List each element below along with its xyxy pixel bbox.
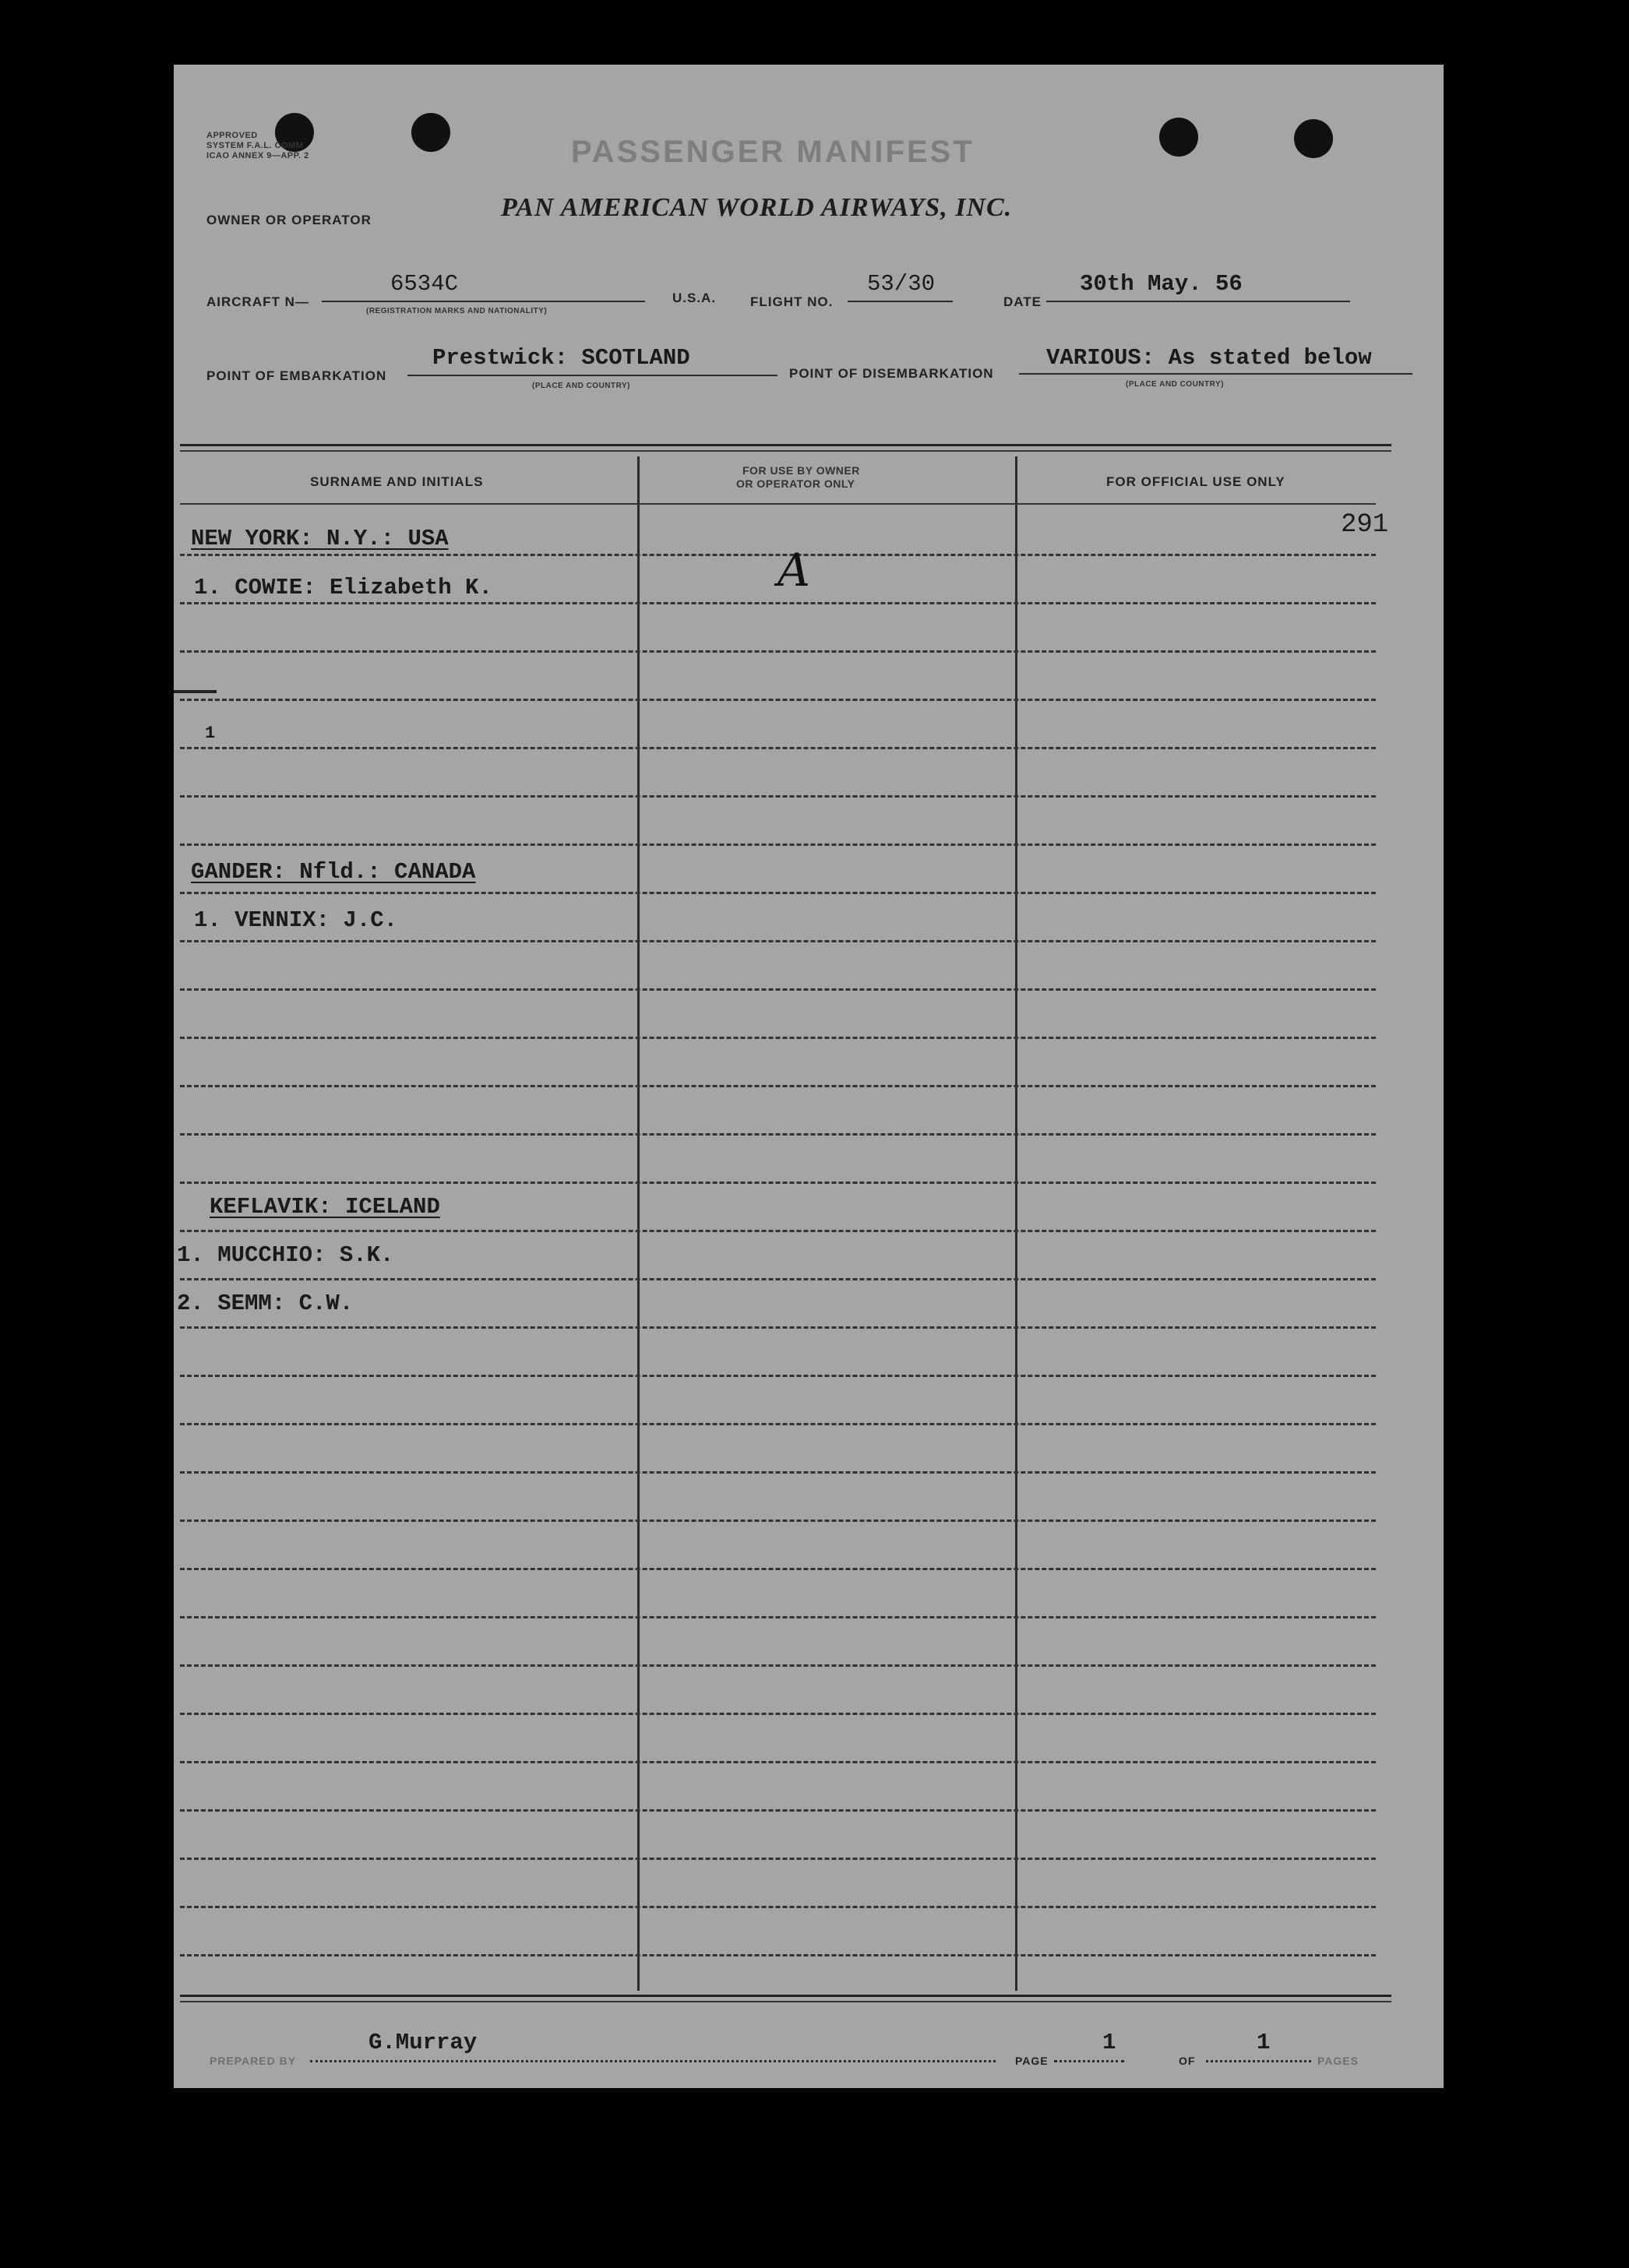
- owner-label: OWNER OR OPERATOR: [206, 213, 372, 227]
- row-line: [180, 1182, 1376, 1184]
- of-label: OF: [1179, 2055, 1196, 2067]
- flight-underline: [848, 301, 953, 302]
- destination-heading: GANDER: Nfld.: CANADA: [191, 859, 476, 885]
- approval-line: SYSTEM F.A.L. COMM: [206, 141, 304, 150]
- embark-label: POINT OF EMBARKATION: [206, 368, 387, 383]
- of-value: 1: [1257, 2030, 1271, 2055]
- row-line: [180, 602, 1376, 604]
- row-line: [180, 650, 1376, 653]
- page-value: 1: [1102, 2030, 1116, 2055]
- aircraft-label: AIRCRAFT N—: [206, 294, 309, 309]
- stamp-number: 291: [1341, 510, 1389, 540]
- disembark-value: VARIOUS: As stated below: [1046, 345, 1372, 371]
- row-line: [180, 1713, 1376, 1715]
- aircraft-underline: [322, 301, 645, 302]
- stray-dash: [174, 690, 217, 693]
- row-line: [180, 1278, 1376, 1280]
- flight-label: FLIGHT NO.: [750, 294, 834, 309]
- approval-line: ICAO ANNEX 9—APP. 2: [206, 151, 309, 160]
- destination-heading: NEW YORK: N.Y.: USA: [191, 526, 449, 551]
- disembark-caption: (PLACE AND COUNTRY): [1126, 380, 1224, 389]
- row-line: [180, 940, 1376, 942]
- manifest-paper: [174, 65, 1444, 2088]
- row-line: [180, 988, 1376, 991]
- approval-line: APPROVED: [206, 131, 258, 140]
- punch-hole: [1159, 118, 1198, 157]
- date-underline: [1046, 301, 1350, 302]
- destination-heading: KEFLAVIK: ICELAND: [210, 1194, 440, 1220]
- date-value: 30th May. 56: [1080, 271, 1243, 297]
- disembark-label: POINT OF DISEMBARKATION: [789, 366, 994, 381]
- row-line: [180, 1471, 1376, 1474]
- column-header-owner-use: FOR USE BY OWNER: [742, 464, 860, 477]
- row-line: [180, 892, 1376, 894]
- row-line: [180, 1326, 1376, 1329]
- header-underline: [180, 503, 1376, 505]
- row-line: [180, 1085, 1376, 1087]
- of-underline: [1206, 2060, 1311, 2062]
- row-line: [180, 747, 1376, 749]
- passenger-entry: 1. COWIE: Elizabeth K.: [194, 575, 492, 600]
- passenger-entry: 2. SEMM: C.W.: [177, 1291, 354, 1316]
- embark-value: Prestwick: SCOTLAND: [432, 345, 690, 371]
- row-line: [180, 1954, 1376, 1956]
- stray-mark: 1: [205, 724, 216, 743]
- prepared-underline: [310, 2060, 996, 2062]
- disembark-underline: [1019, 373, 1412, 375]
- row-line: [180, 1230, 1376, 1232]
- pages-label: PAGES: [1317, 2055, 1359, 2067]
- table-top-rule: [180, 450, 1391, 452]
- flight-value: 53/30: [867, 271, 936, 297]
- row-line: [180, 1809, 1376, 1812]
- registration-caption: (REGISTRATION MARKS AND NATIONALITY): [366, 307, 548, 315]
- row-line: [180, 1568, 1376, 1570]
- embark-caption: (PLACE AND COUNTRY): [532, 382, 630, 390]
- row-line: [180, 1664, 1376, 1667]
- punch-hole: [1294, 119, 1333, 158]
- row-line: [180, 1037, 1376, 1039]
- row-line: [180, 1423, 1376, 1425]
- passenger-entry: 1. VENNIX: J.C.: [194, 907, 398, 933]
- aircraft-value: 6534C: [390, 271, 459, 297]
- row-line: [180, 1520, 1376, 1522]
- page-underline: [1054, 2060, 1124, 2062]
- column-header-owner-use: OR OPERATOR ONLY: [736, 477, 855, 490]
- page-label: PAGE: [1015, 2055, 1049, 2067]
- date-label: DATE: [1003, 294, 1042, 309]
- embark-underline: [407, 375, 777, 376]
- column-header-official-use: FOR OFFICIAL USE ONLY: [1106, 474, 1285, 489]
- company-name: PAN AMERICAN WORLD AIRWAYS, INC.: [501, 193, 1013, 222]
- row-line: [180, 1375, 1376, 1377]
- handwritten-mark: A: [777, 544, 810, 597]
- passenger-entry: 1. MUCCHIO: S.K.: [177, 1242, 394, 1268]
- row-line: [180, 1616, 1376, 1618]
- row-line: [180, 1858, 1376, 1860]
- row-line: [180, 1761, 1376, 1763]
- usa-label: U.S.A.: [672, 291, 717, 305]
- punch-hole: [411, 113, 450, 152]
- row-line: [180, 1906, 1376, 1908]
- document-title: PASSENGER MANIFEST: [571, 135, 975, 169]
- prepared-value: G.Murray: [368, 2030, 478, 2055]
- column-header-surname: SURNAME AND INITIALS: [310, 474, 484, 489]
- table-top-rule: [180, 444, 1391, 446]
- table-bottom-rule: [180, 2001, 1391, 2002]
- row-line: [180, 699, 1376, 701]
- row-line: [180, 843, 1376, 846]
- table-bottom-rule: [180, 1995, 1391, 1997]
- prepared-label: PREPARED BY: [210, 2055, 297, 2067]
- row-line: [180, 1133, 1376, 1136]
- row-line: [180, 795, 1376, 798]
